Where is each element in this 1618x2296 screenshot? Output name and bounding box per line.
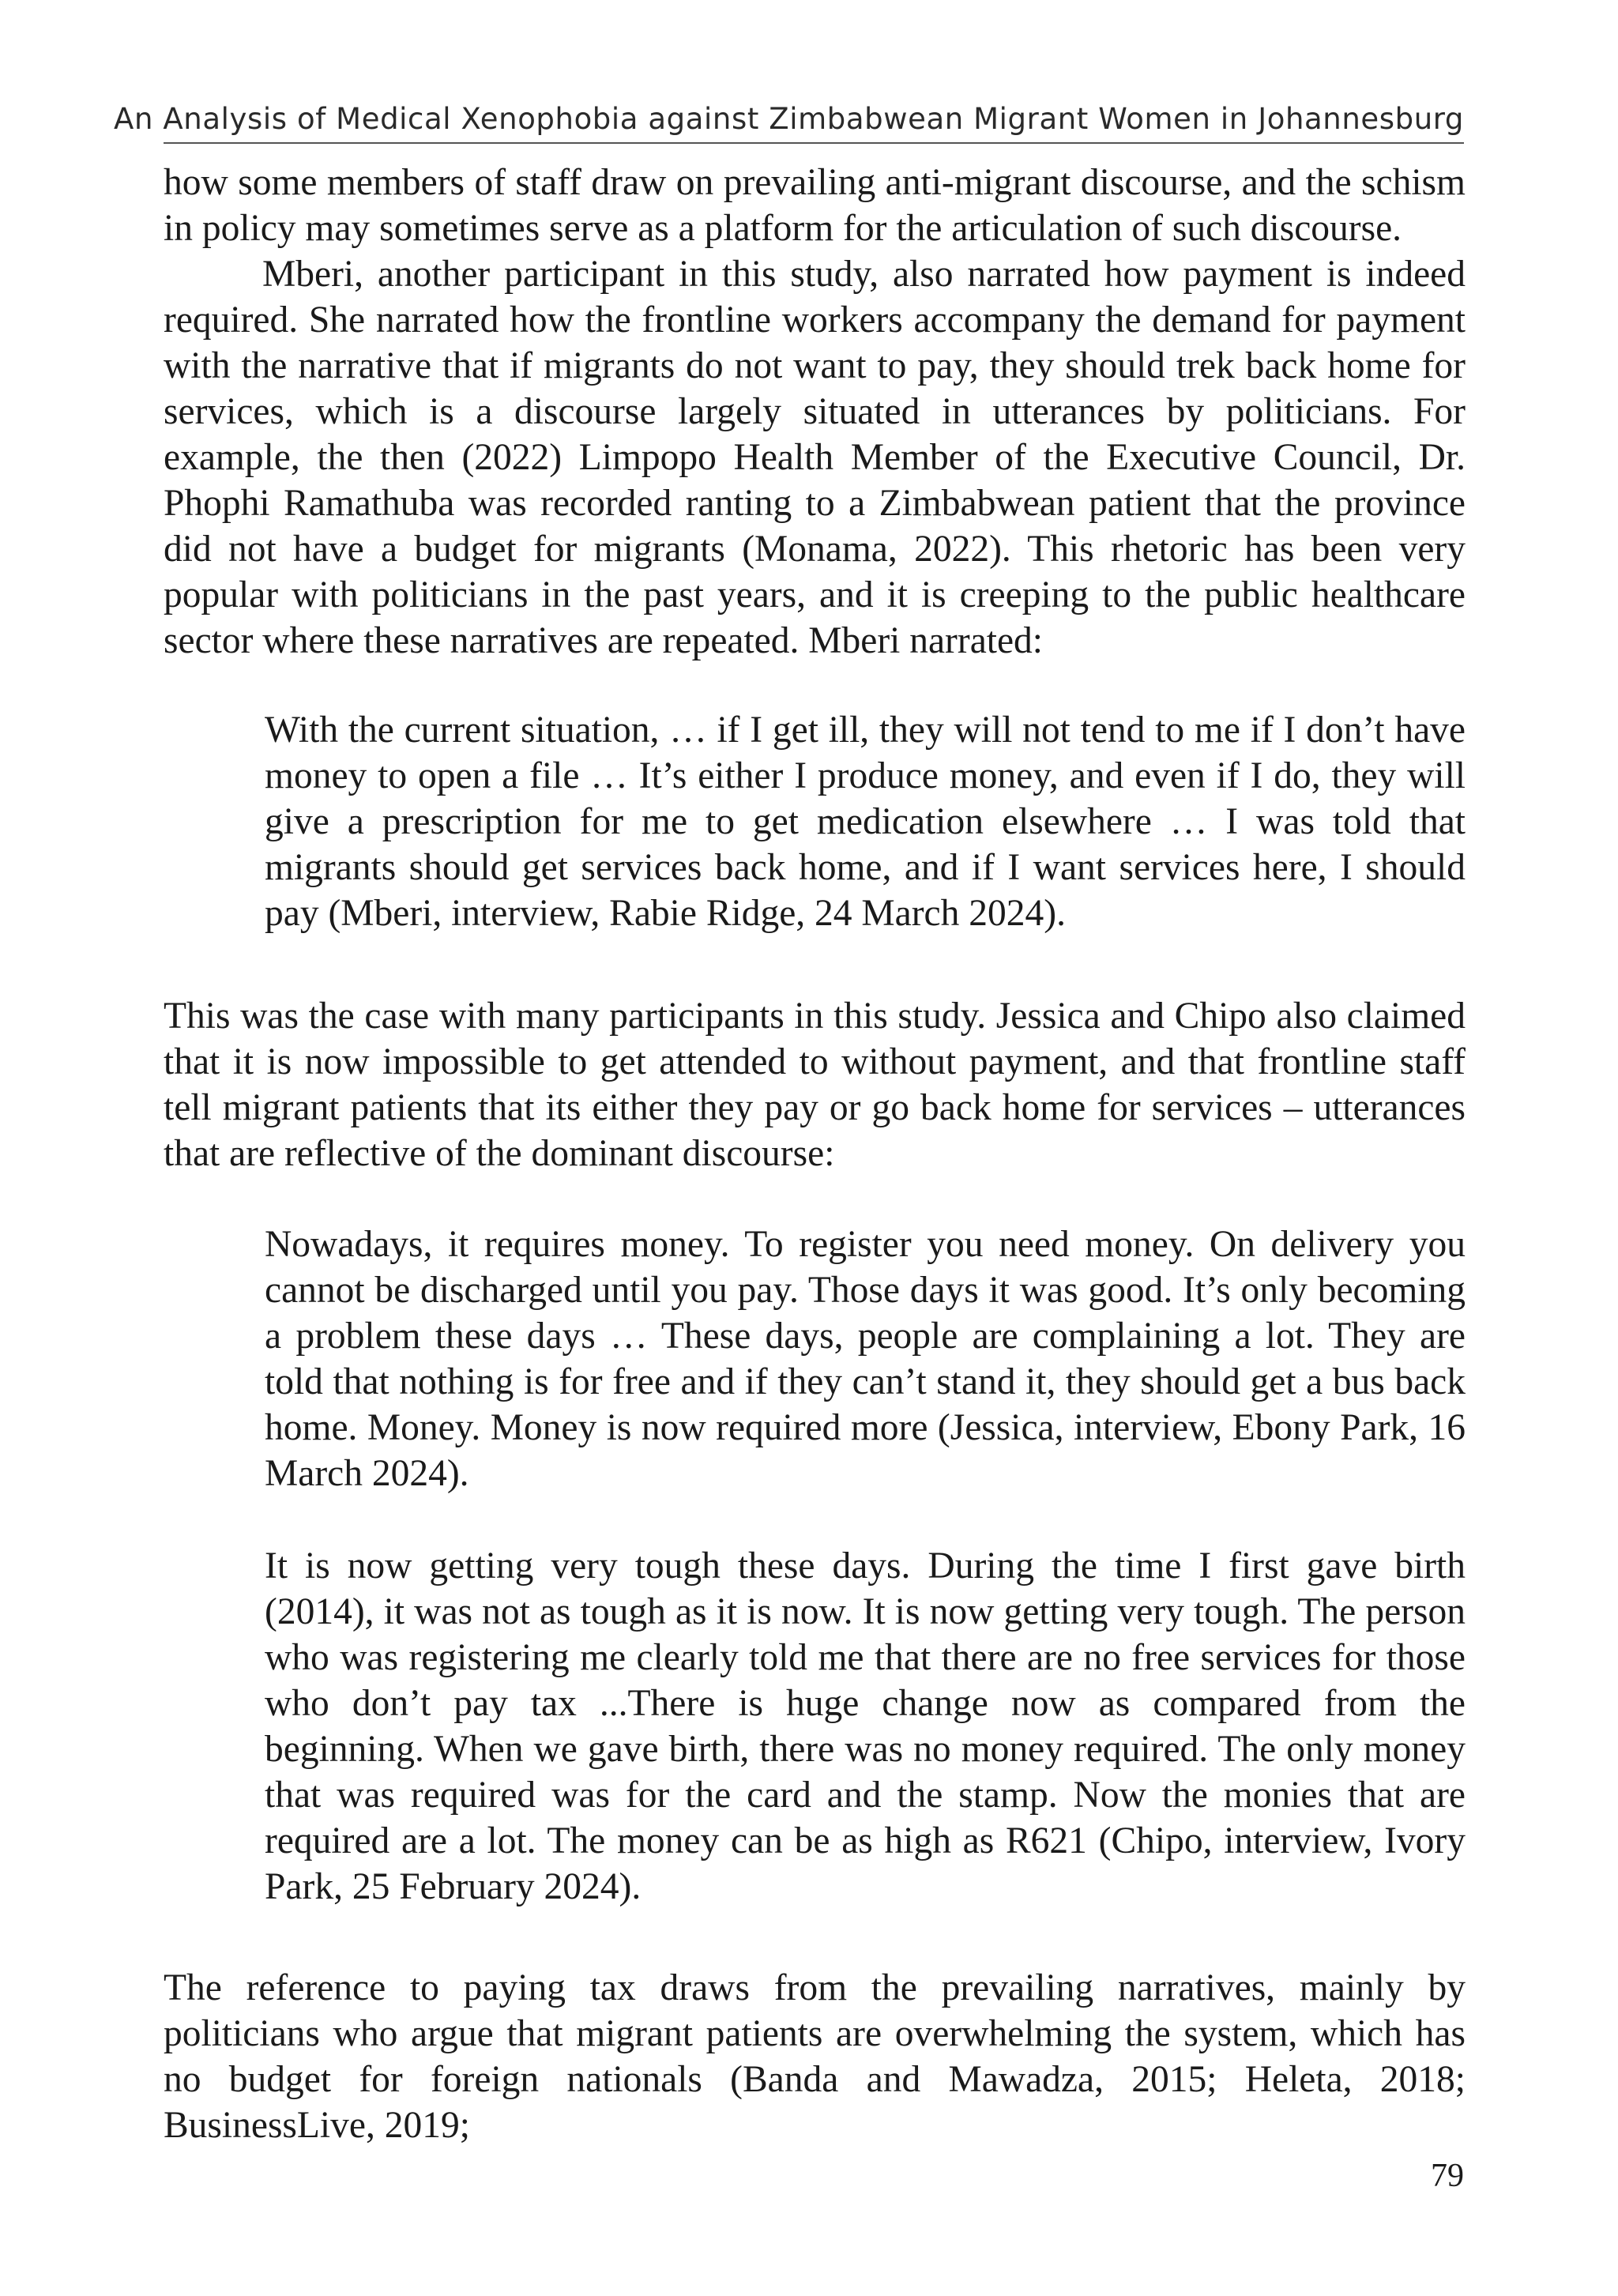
block-quote-3: It is now getting very tough these days. During the time I first gave birth (2014), it was not as tough as it is now. It is now getting very tough. The person who was registering me clearly told me that there are no free services for those who don’t pay tax ...There is huge change now as compared from the beginning. When we gave birth, there was no money required. The only money that was required was for the card and the stamp. Now the monies that are required are a lot. The money can be as high as R621 (Chipo, interview, Ivory Park, 25 February 2024).	[265, 1545, 1466, 1907]
paragraph-1: how some members of staff draw on prevailing anti-migrant discourse, and the schism in policy may sometimes serve as a platform for the articulation of such discourse.	[164, 162, 1466, 249]
paragraph-4: The reference to paying tax draws from the prevailing narratives, mainly by politicians who argue that migrant patients are overwhelming the system, which has no budget for foreign nationals (Banda and Mawadza, 2015; Heleta, 2018; BusinessLive, 2019;	[164, 1967, 1466, 2146]
paragraph-2: Mberi, another participant in this study, also narrated how payment is indeed required. She narrated how the frontline workers accompany the demand for payment with the narrative that if migrants do not want to pay, they should trek back home for services, which is a discourse largely situated in utterances by politicians. For example, the then (2022) Limpopo Health Member of the Executive Council, Dr. Phophi Ramathuba was recorded ranting to a Zimbabwean patient that the province did not have a budget for migrants (Monama, 2022). This rhetoric has been very popular with politicians in the past years, and it is creeping to the public healthcare sector where these narratives are repeated. Mberi narrated:	[164, 254, 1466, 661]
block-quote-2: Nowadays, it requires money. To register you need money. On delivery you cannot be discharged until you pay. Those days it was good. It’s only becoming a problem these days … These days, people are complaining a lot. They are told that nothing is for free and if they can’t stand it, they should get a bus back home. Money. Money is now required more (Jessica, interview, Ebony Park, 16 March 2024).	[265, 1224, 1466, 1494]
running-head-title: An Analysis of Medical Xenophobia against Zimbabwean Migrant Women in Johannesburg	[114, 102, 1464, 136]
paragraph-3: This was the case with many participants in this study. Jessica and Chipo also claimed that it is now impossible to get attended to without payment, and that frontline staff tell migrant patients that its either they pay or go back home for services – utterances that are reflective of the dominant discourse:	[164, 996, 1466, 1174]
body-block-top	[164, 160, 1466, 664]
block-quote-1: With the current situation, … if I get ill, they will not tend to me if I don’t have money to open a file … It’s either I produce money, and even if I do, they will give a prescription for me to get medication elsewhere … I was told that migrants should get services back home, and if I want services here, I should pay (Mberi, interview, Rabie Ridge, 24 March 2024).	[265, 710, 1466, 934]
body-block-middle	[164, 993, 1466, 1176]
running-head	[114, 96, 1464, 144]
page-number: 79	[1431, 2158, 1464, 2194]
body-block-bottom	[164, 1965, 1466, 2148]
